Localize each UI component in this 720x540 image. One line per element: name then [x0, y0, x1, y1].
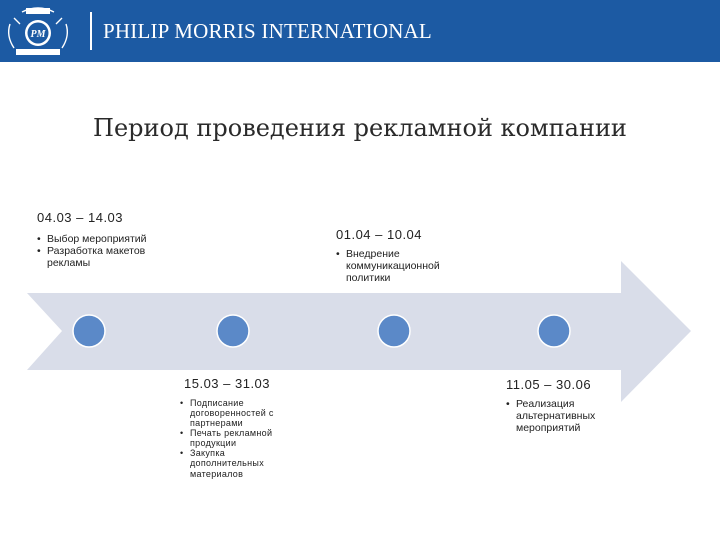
milestone-item: • Выбор мероприятий [37, 234, 177, 246]
milestone-item: • Внедрение коммуникационной политики [336, 249, 476, 284]
slide-title: Период проведения рекламной компании [93, 114, 627, 142]
milestone-items-2 [180, 398, 298, 479]
milestone-item: • Печать рекламной продукции [180, 428, 298, 448]
milestone-items-1 [37, 234, 177, 269]
milestone-item: • Разработка макетов рекламы [37, 246, 177, 270]
milestone-date-4: 11.05 – 30.06 [506, 377, 592, 392]
milestone-item: • Реализация альтернативных мероприятий [506, 399, 621, 434]
milestone-date-1: 04.03 – 14.03 [37, 210, 124, 225]
timeline-node-4 [538, 315, 570, 347]
milestone-item: • Подписание договоренностей с партнерами [180, 398, 298, 428]
milestone-date-2: 15.03 – 31.03 [184, 376, 271, 391]
milestone-items-3 [336, 249, 476, 284]
brand-name: PHILIP MORRIS INTERNATIONAL [103, 19, 432, 43]
timeline-node-2 [217, 315, 249, 347]
milestone-item: • Закупка дополнительных материалов [180, 448, 298, 478]
timeline-node-3 [378, 315, 410, 347]
logo-monogram: PM [30, 29, 46, 40]
timeline-node-1 [73, 315, 105, 347]
milestone-items-4 [506, 399, 621, 434]
milestone-date-3: 01.04 – 10.04 [336, 227, 423, 242]
